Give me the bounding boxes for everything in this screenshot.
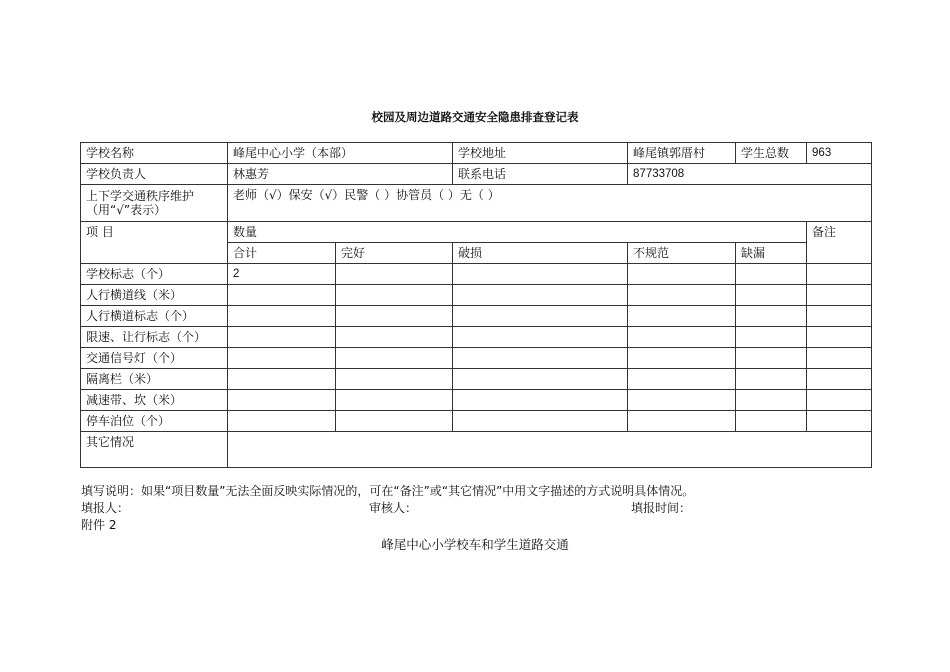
row-good [336, 390, 453, 411]
row-damaged [453, 411, 628, 432]
row-label: 交通信号灯（个） [81, 348, 228, 369]
table-row [81, 264, 872, 285]
row-irregular [628, 285, 736, 306]
row-remarks [807, 306, 872, 327]
phone-value: 87733708 [628, 164, 872, 185]
table-row [81, 411, 872, 432]
fill-instructions: 填写说明：如果“项目数量”无法全面反映实际情况的，可在“备注”或“其它情况”中用文字描述的方式说明具体情况。 [81, 484, 695, 498]
row-label: 人行横道标志（个） [81, 306, 228, 327]
row-total [228, 327, 336, 348]
table-row [81, 306, 872, 327]
students-label: 学生总数 [736, 143, 807, 164]
fill-time-label: 填报时间： [631, 501, 692, 515]
manager-row [81, 164, 872, 185]
row-label: 人行横道线（米） [81, 285, 228, 306]
filler-label: 填报人： [81, 501, 130, 515]
students-value: 963 [807, 143, 872, 164]
inspection-table [80, 142, 872, 468]
row-label: 限速、让行标志（个） [81, 327, 228, 348]
row-missing [736, 348, 807, 369]
row-label: 隔离栏（米） [81, 369, 228, 390]
row-good [336, 285, 453, 306]
total-header: 合计 [228, 243, 336, 264]
row-irregular [628, 264, 736, 285]
row-missing [736, 327, 807, 348]
school-address-value: 峰尾镇郭厝村 [628, 143, 736, 164]
row-irregular [628, 390, 736, 411]
row-damaged [453, 306, 628, 327]
annex-label: 附件 2 [81, 518, 117, 532]
manager-value: 林惠芳 [228, 164, 453, 185]
header-row-1 [81, 222, 872, 243]
row-label: 减速带、坎（米） [81, 390, 228, 411]
row-label: 停车泊位（个） [81, 411, 228, 432]
damaged-header: 破损 [453, 243, 628, 264]
school-address-label: 学校地址 [453, 143, 628, 164]
row-irregular [628, 411, 736, 432]
form-title: 校园及周边道路交通安全隐患排查登记表 [371, 110, 579, 124]
row-label: 学校标志（个） [81, 264, 228, 285]
row-total [228, 411, 336, 432]
school-name-label: 学校名称 [81, 143, 228, 164]
row-total [228, 390, 336, 411]
row-remarks [807, 327, 872, 348]
row-missing [736, 411, 807, 432]
row-missing [736, 369, 807, 390]
table-row [81, 285, 872, 306]
table-row [81, 348, 872, 369]
item-header: 项 目 [81, 222, 228, 264]
row-damaged [453, 264, 628, 285]
row-missing [736, 390, 807, 411]
row-damaged [453, 390, 628, 411]
other-row [81, 432, 872, 468]
school-info-row [81, 143, 872, 164]
row-good [336, 264, 453, 285]
row-damaged [453, 327, 628, 348]
row-irregular [628, 369, 736, 390]
irregular-header: 不规范 [628, 243, 736, 264]
row-total [228, 348, 336, 369]
other-label: 其它情况 [81, 432, 228, 468]
row-remarks [807, 390, 872, 411]
row-total: 2 [228, 264, 336, 285]
next-form-title: 峰尾中心小学校车和学生道路交通 [381, 537, 569, 552]
table-row [81, 369, 872, 390]
row-total [228, 285, 336, 306]
row-missing [736, 306, 807, 327]
row-remarks [807, 285, 872, 306]
row-good [336, 411, 453, 432]
row-irregular [628, 327, 736, 348]
good-header: 完好 [336, 243, 453, 264]
missing-header: 缺漏 [736, 243, 807, 264]
remarks-header: 备注 [807, 222, 872, 264]
order-value: 老师（√）保安（√）民警（ ）协管员（ ）无（ ） [228, 185, 872, 222]
row-total [228, 369, 336, 390]
row-damaged [453, 348, 628, 369]
table-row [81, 390, 872, 411]
reviewer-label: 审核人： [369, 501, 418, 515]
row-missing [736, 264, 807, 285]
other-value [228, 432, 872, 468]
row-remarks [807, 411, 872, 432]
row-remarks [807, 369, 872, 390]
row-good [336, 327, 453, 348]
row-damaged [453, 369, 628, 390]
row-damaged [453, 285, 628, 306]
row-total [228, 306, 336, 327]
row-good [336, 306, 453, 327]
school-name-value: 峰尾中心小学（本部） [228, 143, 453, 164]
manager-label: 学校负责人 [81, 164, 228, 185]
order-row [81, 185, 872, 222]
row-remarks [807, 348, 872, 369]
row-irregular [628, 306, 736, 327]
phone-label: 联系电话 [453, 164, 628, 185]
order-label: 上下学交通秩序维护（用“√”表示） [81, 185, 228, 222]
quantity-header: 数量 [228, 222, 807, 243]
row-missing [736, 285, 807, 306]
table-row [81, 327, 872, 348]
row-good [336, 348, 453, 369]
row-good [336, 369, 453, 390]
row-remarks [807, 264, 872, 285]
row-irregular [628, 348, 736, 369]
